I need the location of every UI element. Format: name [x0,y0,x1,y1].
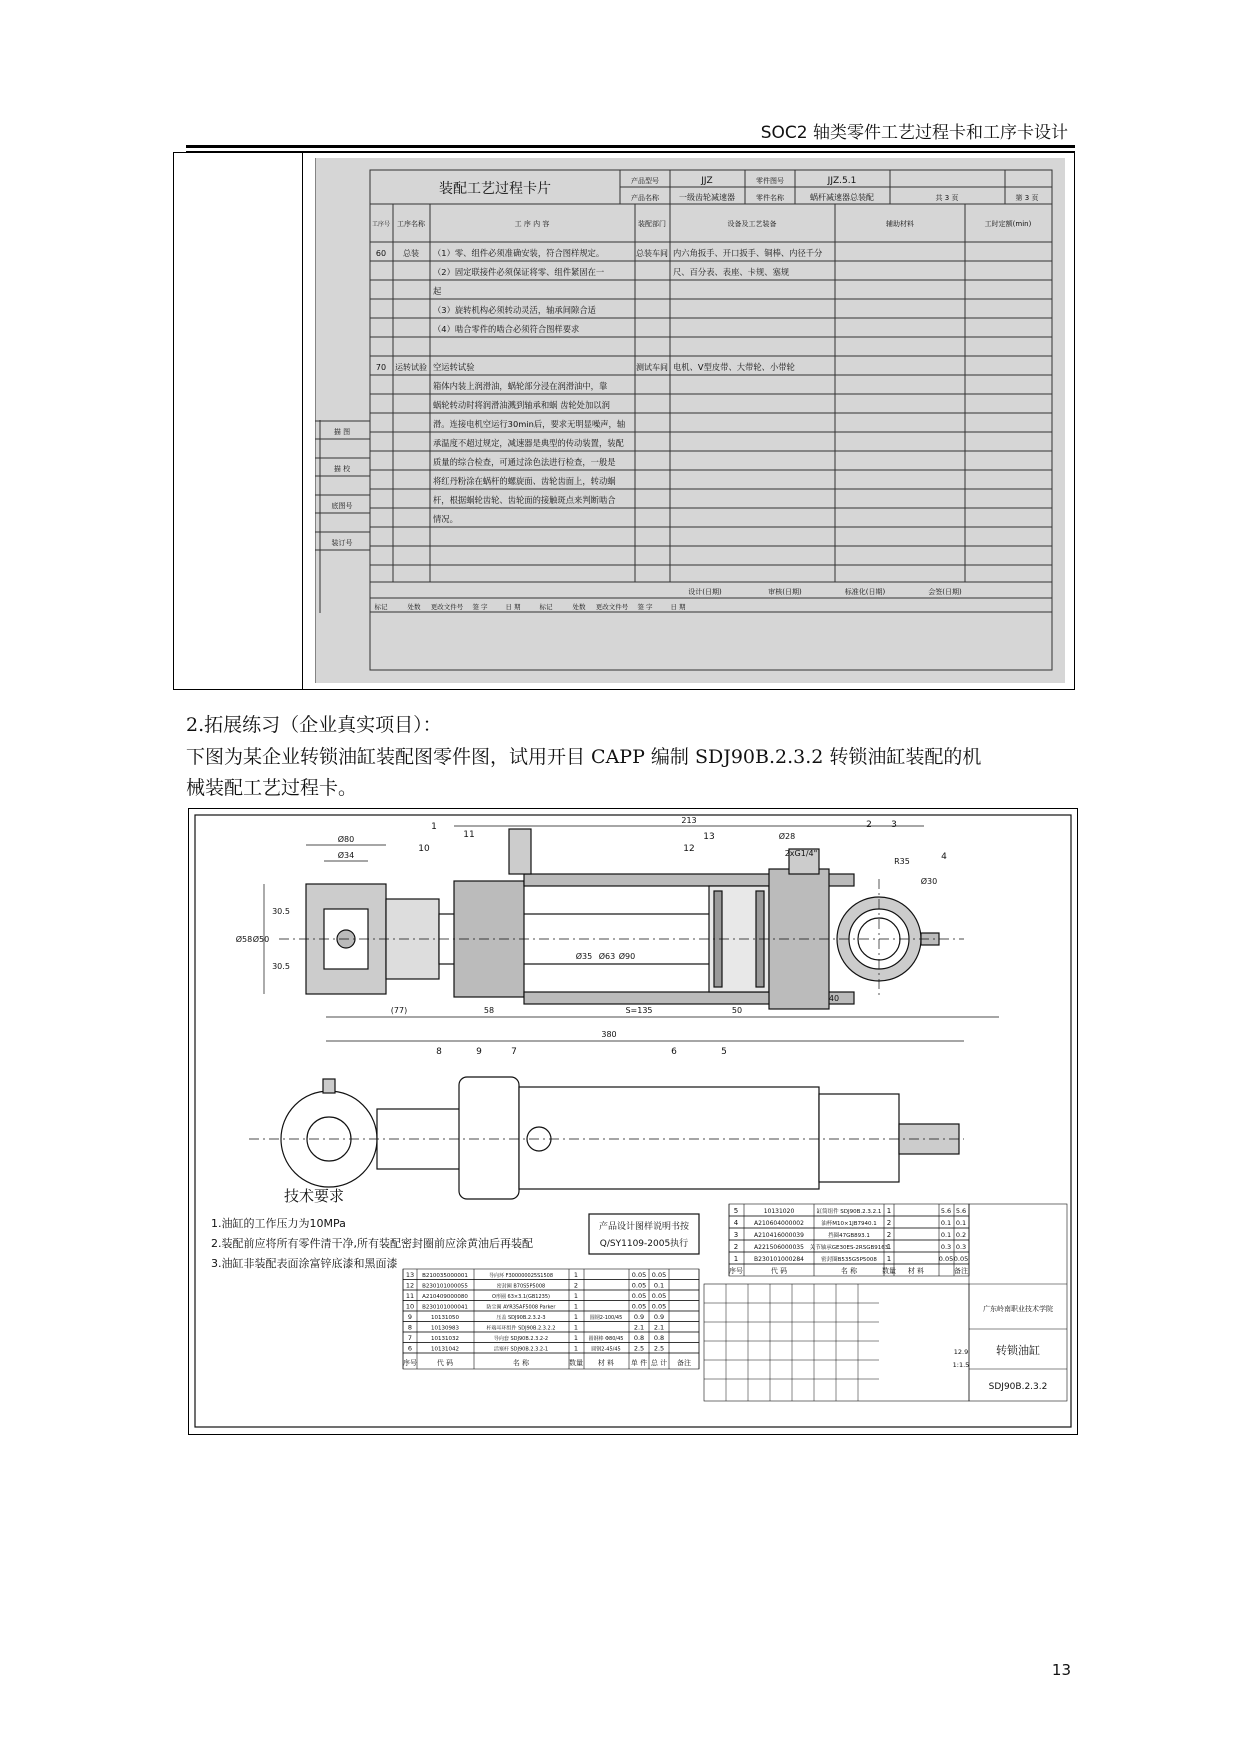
bom-left-w2: 2.5 [653,1344,665,1353]
dim-77: (77) [390,1006,408,1015]
running-header: SOC2 轴类零件工艺过程卡和工序卡设计 [760,123,1068,143]
dim-d34: Ø34 [337,851,355,860]
side-grease-nipple [323,1079,335,1093]
dim-305a: 30.5 [272,907,290,916]
dim-380: 380 [601,1030,617,1039]
bom-left-w2: 0.9 [653,1313,665,1321]
bom-left-no: 11 [405,1292,415,1300]
part-code: SDJ90B.2.3.2 [988,1382,1048,1392]
bom-left-name: 防尘圈 AYR35AF5008 Parker [486,1304,556,1311]
row-name: 总装 [403,249,419,258]
bom-left-w2: 0.05 [651,1302,667,1311]
balloon-13: 13 [703,832,715,842]
bom-right-qty: 1 [886,1255,892,1263]
bom-right-code: A210416000039 [754,1232,804,1239]
bom-right-head: 名 称 [840,1267,858,1275]
side-gland [459,1077,519,1199]
row-equip: 电机、V型皮带、大带轮、小带轮 [673,362,795,372]
footer-label: 更改文件号 [430,603,464,611]
row-seq: 60 [375,249,387,258]
row-content: 将红丹粉涂在蜗杆的螺旋面、齿轮齿面上，转动蜗 [433,476,616,486]
bom-left-code: B230101000041 [422,1304,468,1311]
bom-left-qty: 1 [573,1323,579,1332]
col-material: 辅助材料 [886,220,914,228]
bom-right-w2: 0.1 [955,1219,967,1227]
bom-right-head: 序号 [729,1267,743,1275]
dim-d35: Ø35 [575,952,593,961]
exercise-line-2: 械装配工艺过程卡。 [186,777,358,799]
footer-label: 日 期 [505,603,521,611]
label-part-drawing: 零件图号 [756,177,784,185]
part-weight: 12.9 [953,1348,969,1356]
dim-r35: R35 [894,857,910,866]
company-name: 广东岭南职业技术学院 [983,1305,1053,1313]
sign-label: 审核(日期) [768,588,802,596]
row-content: 情况。 [433,514,458,524]
row-equip: 内六角扳手、开口扳手、铜棒、内径千分 [673,248,823,258]
title-block-left [704,1284,969,1401]
bom-left-name: 活塞杆 SDJ90B.2.3.2-1 [493,1346,549,1353]
bom-left-head: 代 码 [436,1359,454,1367]
bom-left-name: 导向环 F300000025S1508 [489,1273,553,1279]
dim-213: 213 [681,816,697,825]
bom-right-head: 材 料 [907,1267,925,1275]
page-number: 13 [1051,1661,1071,1679]
tech-item-1: 1.油缸的工作压力为10MPa [211,1217,346,1230]
header-rule [186,145,1075,148]
bom-left-head: 单 件 [630,1359,648,1367]
bom-right-no: 5 [733,1207,739,1215]
bom-right-name: 缸筒组件 SDJ90B.2.3.2.1 [816,1209,882,1215]
bom-left-w2: 0.8 [653,1334,665,1342]
total-pages: 共 3 页 [935,194,959,202]
bom-left-mat: 圆钢2-100/45 [589,1315,623,1321]
footer-label: 日 期 [670,603,686,611]
bom-left-w1: 0.9 [633,1313,645,1321]
standard-note-line1: 产品设计图样说明书按 [598,1222,690,1232]
bom-right-name: 油杯M10×1JB7940.1 [821,1221,877,1227]
card-title: 装配工艺过程卡片 [439,181,551,197]
bom-right-code: A221506000035 [754,1244,804,1251]
footer-label: 更改文件号 [595,603,629,611]
balloon-9: 9 [476,1047,482,1057]
bom-right-qty: 1 [886,1207,892,1215]
col-seq: 工序号 [371,221,391,228]
bom-left-no: 10 [405,1302,415,1311]
bom-left-w2: 0.05 [651,1292,667,1300]
col-dept: 装配部门 [638,220,666,228]
assembly-drawing-svg [189,809,1077,1434]
bom-left-code: A210409000080 [422,1294,468,1300]
col-content: 工 序 内 容 [514,220,550,228]
part-scale: 1:1.5 [952,1361,970,1369]
bom-left-no: 12 [405,1281,415,1290]
sign-label: 标准化(日期) [844,588,886,596]
bom-left-w2: 2.1 [653,1323,665,1332]
balloon-12: 12 [683,844,695,854]
title-block-right [969,1204,1067,1401]
exercise-line-1: 下图为某企业转锁油缸装配图零件图，试用开目 CAPP 编制 SDJ90B.2.3.2 转锁油缸装配的机 [186,746,982,768]
bom-left-name: 密封圈 B70S5P5008 [496,1283,546,1290]
dim-thread: 2xG1/4" [784,849,818,858]
bom-right-name: 密封圈B535G5P5008 [821,1257,877,1263]
bom-left-qty: 1 [573,1313,579,1321]
bom-right-head: 代 码 [770,1267,788,1275]
bom-left-code: 10131042 [431,1346,459,1353]
bom-right-code: B230101000284 [754,1256,804,1263]
product-model: JJZ [701,176,713,186]
bom-left-no: 13 [405,1271,415,1279]
side-label: 底图号 [331,502,353,510]
bom-right-qty: 2 [886,1231,892,1239]
bom-left-no: 9 [407,1313,413,1321]
row-content: 承温度不超过规定，减速器是典型的传动装置，装配 [433,438,624,448]
balloon-5: 5 [721,1047,727,1057]
bom-left-head: 总 计 [650,1359,668,1367]
bom-left-qty: 1 [573,1334,579,1342]
bom-right-no: 4 [733,1219,739,1227]
bom-left-name: 压盖 SDJ90B.2.3.2-3 [496,1315,546,1321]
dim-58: 58 [483,1006,495,1015]
bom-right-code: 10131020 [763,1208,795,1215]
dim-d28: Ø28 [778,832,796,841]
sign-label: 会签(日期) [928,588,962,596]
dim-305b: 30.5 [272,962,290,971]
balloon-8: 8 [436,1047,442,1057]
bom-right-w2: 0.3 [955,1243,967,1251]
bom-left-code: 10131032 [431,1336,459,1342]
side-barrel [519,1087,819,1189]
bom-right-qty: 1 [886,1243,892,1251]
part-drawing-no: JJZ.5.1 [827,176,857,186]
bom-right-name: 关节轴承GE30ES-2RSGB9163 [809,1245,889,1251]
bom-left-head: 材 料 [597,1359,615,1367]
balloon-4: 4 [941,852,947,862]
balloon-6: 6 [671,1047,677,1057]
bom-left-w1: 0.05 [631,1281,647,1290]
bom-left-head: 备注 [677,1359,691,1367]
tech-item-3: 3.油缸非装配表面涂富锌底漆和黑面漆 [211,1257,398,1270]
bom-left-name: 杆端耳环组件 SDJ90B.2.3.2.2 [486,1325,556,1332]
bom-left-mat: 圆钢2-45/45 [591,1346,621,1353]
bom-left-w2: 0.1 [653,1281,665,1290]
balloon-11: 11 [463,830,475,840]
row-content: （4）啮合零件的啮合必须符合图样要求 [433,324,580,334]
part-title: 转锁油缸 [996,1344,1040,1357]
bom-left-mat: 圆钢棒 Φ80/45 [588,1336,624,1342]
bom-left-qty: 1 [573,1344,579,1353]
row-content: （1）零、组件必须准确安装，符合图样规定。 [433,248,605,258]
dim-d80: Ø80 [337,835,355,844]
bom-left-w1: 2.1 [633,1323,645,1332]
footer-label: 处数 [572,603,586,611]
bom-right-w1: 0.1 [940,1231,952,1239]
balloon-2: 2 [866,820,872,830]
bom-right-w1: 0.1 [940,1219,952,1227]
bom-left-code: B210035000001 [422,1273,468,1279]
exercise-heading: 2.拓展练习（企业真实项目）： [186,714,442,736]
row-content: （2）固定联接件必须保证将零、组件紧固在一 [433,267,605,277]
dim-d50: Ø50 [252,935,270,944]
row-content: 起 [433,286,442,296]
balloon-10: 10 [418,844,430,854]
page-of: 第 3 页 [1015,194,1039,202]
bom-left-w1: 2.5 [633,1344,645,1353]
product-name: 一级齿轮减速器 [679,193,735,202]
dim-50: 50 [731,1006,743,1015]
row-content: 质量的综合检查，可通过涂色法进行检查，一般是 [433,457,616,467]
tech-item-2: 2.装配前应将所有零件清干净,所有装配密封圈前应涂黄油后再装配 [211,1237,533,1250]
bom-right-no: 2 [733,1243,739,1251]
footer-label: 签 字 [472,603,488,611]
process-card-table [315,158,1065,683]
footer-label: 标记 [539,603,553,611]
bom-right-name: 挡圈47GB893.1 [828,1233,870,1239]
bom-left-w1: 0.05 [631,1302,647,1311]
sign-label: 设计(日期) [688,588,722,596]
tech-title: 技术要求 [284,1187,345,1205]
label-part-name: 零件名称 [756,194,784,202]
bom-right-head: 数量 [882,1267,896,1275]
row-content: 空运转试验 [433,362,475,372]
row-equip: 尺、百分表、表座、卡规、塞规 [673,267,790,277]
bom-right-w1: 0.3 [940,1243,952,1251]
footer-label: 标记 [374,603,388,611]
row-content: （3）旋转机构必须转动灵活，轴承间隙合适 [433,305,596,315]
bom-right-code: A210604000002 [754,1220,804,1227]
bom-left-code: B230101000055 [422,1283,468,1290]
bom-left-name: O形圈 63×3.1(GB1235) [492,1294,550,1300]
port-left [509,829,531,874]
row-content: 箱体内装上润滑油，蜗轮部分浸在润滑油中，靠 [433,381,608,391]
bom-left-head: 名 称 [512,1359,530,1367]
side-label: 装订号 [331,539,353,547]
bom-left-no: 6 [407,1344,413,1353]
bom-left-qty: 1 [573,1271,579,1279]
footer-label: 处数 [407,603,421,611]
bom-left-qty: 2 [573,1281,579,1290]
side-label: 描 校 [333,465,351,473]
dim-stroke: S=135 [625,1006,653,1015]
balloon-7: 7 [511,1047,517,1057]
standard-note-line2: Q/SY1109-2005执行 [599,1239,689,1249]
bom-right-head: 备注 [954,1267,968,1275]
bom-left-head: 数量 [569,1359,583,1367]
row-name: 运转试验 [395,363,427,372]
col-time: 工时定额(min) [984,220,1032,228]
assembly-drawing [188,808,1078,1435]
dim-d30: Ø30 [920,877,938,886]
dim-d63: Ø63 [598,952,616,961]
row-seq: 70 [375,363,387,372]
bom-left-w1: 0.05 [631,1292,647,1300]
bom-left-qty: 1 [573,1292,579,1300]
bom-left-head: 序号 [403,1359,417,1367]
bom-right-no: 1 [733,1255,739,1263]
row-content: 滑。连接电机空运行30min后，要求无明显噪声，轴 [433,419,626,429]
bom-right-w1: 5.6 [940,1207,952,1215]
dim-40: 40 [828,994,840,1003]
row-dept: 测试车间 [636,363,668,372]
bom-left-no: 7 [407,1334,413,1342]
dim-d58: Ø58 [235,935,253,944]
bom-right-w2: 5.6 [955,1207,967,1215]
bom-left-w2: 0.05 [651,1271,667,1279]
bom-right-no: 3 [733,1231,739,1239]
bom-right-w2: 0.2 [955,1231,967,1239]
label-product-name: 产品名称 [631,194,659,202]
side-label: 描 图 [333,428,351,436]
process-card-scan [315,158,1065,683]
col-name: 工序名称 [397,220,425,228]
bom-left-no: 8 [407,1323,413,1332]
bom-left-w1: 0.05 [631,1271,647,1279]
bom-left-w1: 0.8 [633,1334,645,1342]
footer-label: 签 字 [637,603,653,611]
label-product-model: 产品型号 [631,177,659,185]
bom-right-w1: 0.05 [938,1255,954,1263]
row-dept: 总装车间 [636,249,668,258]
bom-left-code: 10131050 [431,1315,459,1321]
row-content: 杆，根据蜗轮齿轮、齿轮面的接触斑点来判断啮合 [433,495,616,505]
part-name: 蜗杆减速器总装配 [810,193,874,202]
col-equipment: 设备及工艺装备 [727,220,777,228]
bom-right-w2: 0.05 [953,1255,969,1263]
balloon-1: 1 [431,822,437,832]
bom-left-code: 10130983 [431,1325,459,1332]
balloon-3: 3 [891,820,897,830]
bom-right-qty: 2 [886,1219,892,1227]
dim-d90: Ø90 [618,952,636,961]
bom-left-name: 导向套 SDJ90B.2.3.2-2 [493,1336,549,1342]
side-end-cap [819,1094,899,1182]
bom-left-qty: 1 [573,1302,579,1311]
row-content: 蜗轮转动时将润滑油溅到轴承和蜗 齿轮处加以润 [433,400,610,410]
